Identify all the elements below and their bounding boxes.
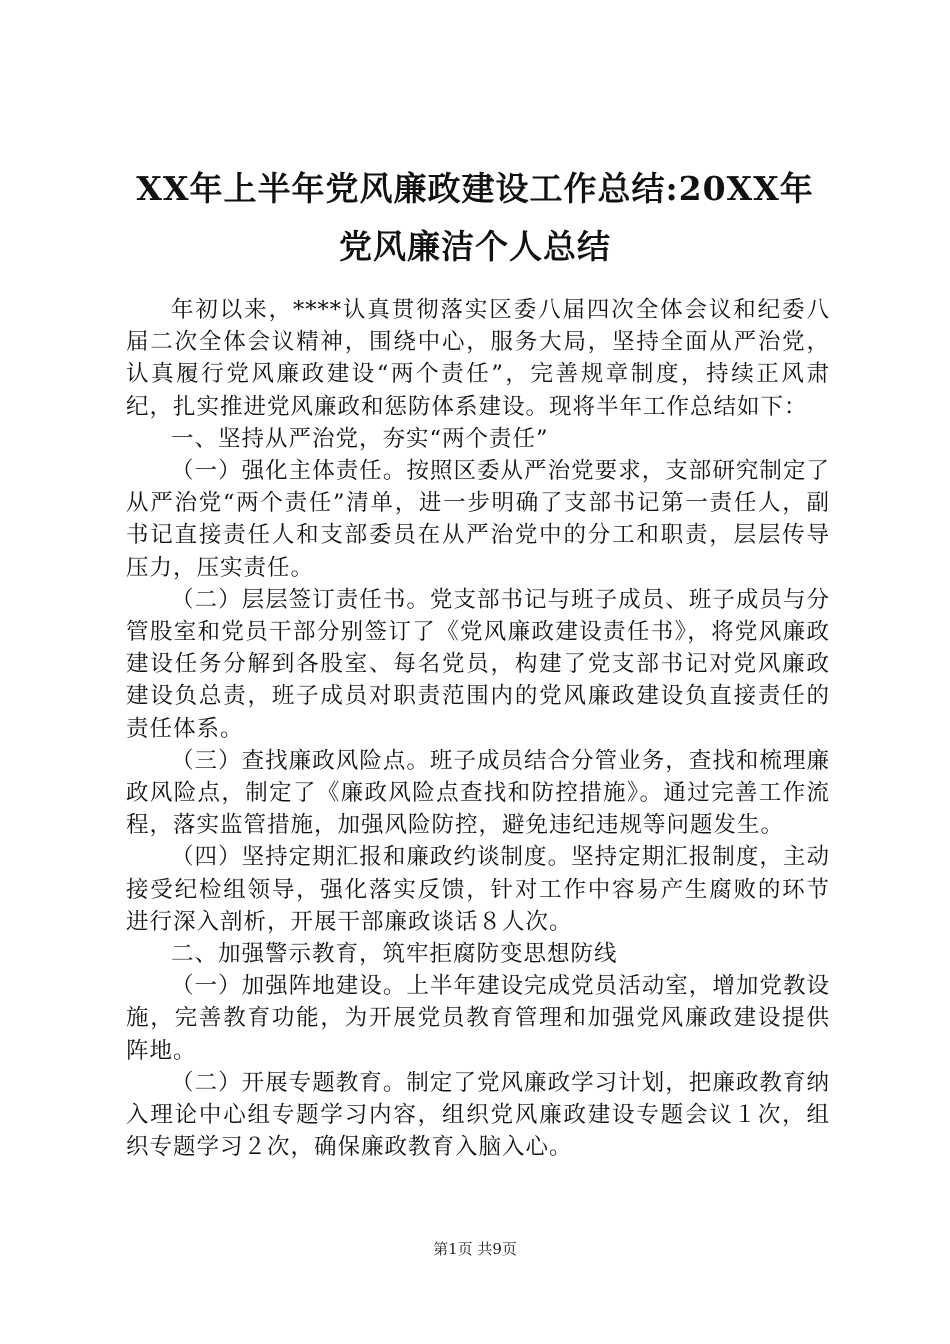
document-title: XX年上半年党风廉政建设工作总结:20XX年党风廉洁个人总结 [136, 169, 814, 266]
paragraph-1-1: （一）强化主体责任。按照区委从严治党要求，支部研究制定了从严治党“两个责任”清单，进一步明确了支部书记第一责任人，副书记直接责任人和支部委员在从严治党中的分工和职责，层层传导压力，压实责任。 [126, 458, 830, 581]
paragraph-intro: 年初以来，****认真贯彻落实区委八届四次全体会议和纪委八届二次全体会议精神，围绕中心，服务大局，坚持全面从严治党，认真履行党风廉政建设“两个责任”，完善规章制度，持续正风肃纪，扎实推进党风廉政和惩防体系建设。现将半年工作总结如下： [126, 297, 830, 420]
document-body [126, 294, 830, 1163]
paragraph-2-2: （二）开展专题教育。制定了党风廉政学习计划，把廉政教育纳入理论中心组专题学习内容，组织党风廉政建设专题会议１次，组织专题学习２次，确保廉政教育入脑入心。 [126, 1069, 830, 1161]
page-footer: 第1页 共9页 [433, 1240, 517, 1258]
section-heading-2: 二、加强警示教育，筑牢拒腐防变思想防线 [171, 941, 618, 968]
paragraph-1-3: （三）查找廉政风险点。班子成员结合分管业务，查找和梳理廉政风险点，制定了《廉政风险点查找和防控措施》。通过完善工作流程，落实监管措施，加强风险防控，避免违纪违规等问题发生。 [126, 747, 830, 839]
section-heading-1: 一、坚持从严治党，夯实“两个责任” [171, 425, 549, 452]
paragraph-1-4: （四）坚持定期汇报和廉政约谈制度。坚持定期汇报制度，主动接受纪检组领导，强化落实反馈，针对工作中容易产生腐败的环节进行深入剖析，开展干部廉政谈话８人次。 [126, 844, 830, 935]
paragraph-2-1: （一）加强阵地建设。上半年建设完成党员活动室，增加党教设施，完善教育功能，为开展党员教育管理和加强党风廉政建设提供阵地。 [126, 973, 830, 1064]
paragraph-1-2: （二）层层签订责任书。党支部书记与班子成员、班子成员与分管股室和党员干部分别签订了《党风廉政建设责任书》，将党风廉政建设任务分解到各股室、每名党员，构建了党支部书记对党风廉政建设负总责，班子成员对职责范围内的党风廉政建设负直接责任的责任体系。 [126, 586, 830, 742]
